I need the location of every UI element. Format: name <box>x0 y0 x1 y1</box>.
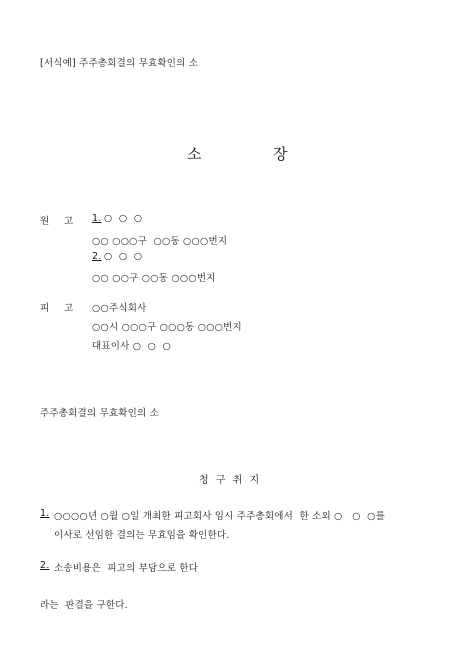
claim-1-line1: ○○○○년 ○월 ○일 개최한 피고회사 임시 주주총회에서 한 소외 ○ ○ ○를 <box>54 511 385 522</box>
form-label: [서식예] 주주총회결의 무효확인의 소 <box>40 58 199 69</box>
plaintiff-2-number: 2. <box>92 251 102 262</box>
claim-heading: 청 구 취 지 <box>199 475 262 486</box>
claim-2-line1: 소송비용은 피고의 부담으로 한다 <box>54 563 199 574</box>
case-name: 주주총회결의 무효확인의 소 <box>40 408 159 419</box>
plaintiff-label-left: 원 <box>40 216 50 227</box>
document-title-left: 소 <box>187 145 202 163</box>
defendant-label-right: 고 <box>64 303 74 314</box>
claim-1-number: 1. <box>40 508 50 519</box>
plaintiff-label-right: 고 <box>64 216 74 227</box>
plaintiff-2-name: ○ ○ ○ <box>104 251 143 262</box>
defendant-label-left: 피 <box>40 303 50 314</box>
plaintiff-2-address: ○○ ○○구 ○○동 ○○○번지 <box>92 273 216 284</box>
plaintiff-1-number: 1. <box>92 213 102 224</box>
defendant-address: ○○시 ○○○구 ○○○동 ○○○번지 <box>92 322 242 333</box>
claim-2-number: 2. <box>40 560 50 571</box>
plaintiff-1-name: ○ ○ ○ <box>104 213 143 224</box>
claim-1-line2: 이사로 선임한 결의는 무효임을 확인한다. <box>54 530 230 541</box>
claim-closing: 라는 판결을 구한다. <box>40 600 128 611</box>
plaintiff-1-address: ○○ ○○○구 ○○동 ○○○번지 <box>92 236 228 247</box>
defendant-representative: 대표이사 ○ ○ ○ <box>92 341 172 352</box>
defendant-name: ○○주식회사 <box>92 303 147 314</box>
document-title-right: 장 <box>273 145 288 163</box>
